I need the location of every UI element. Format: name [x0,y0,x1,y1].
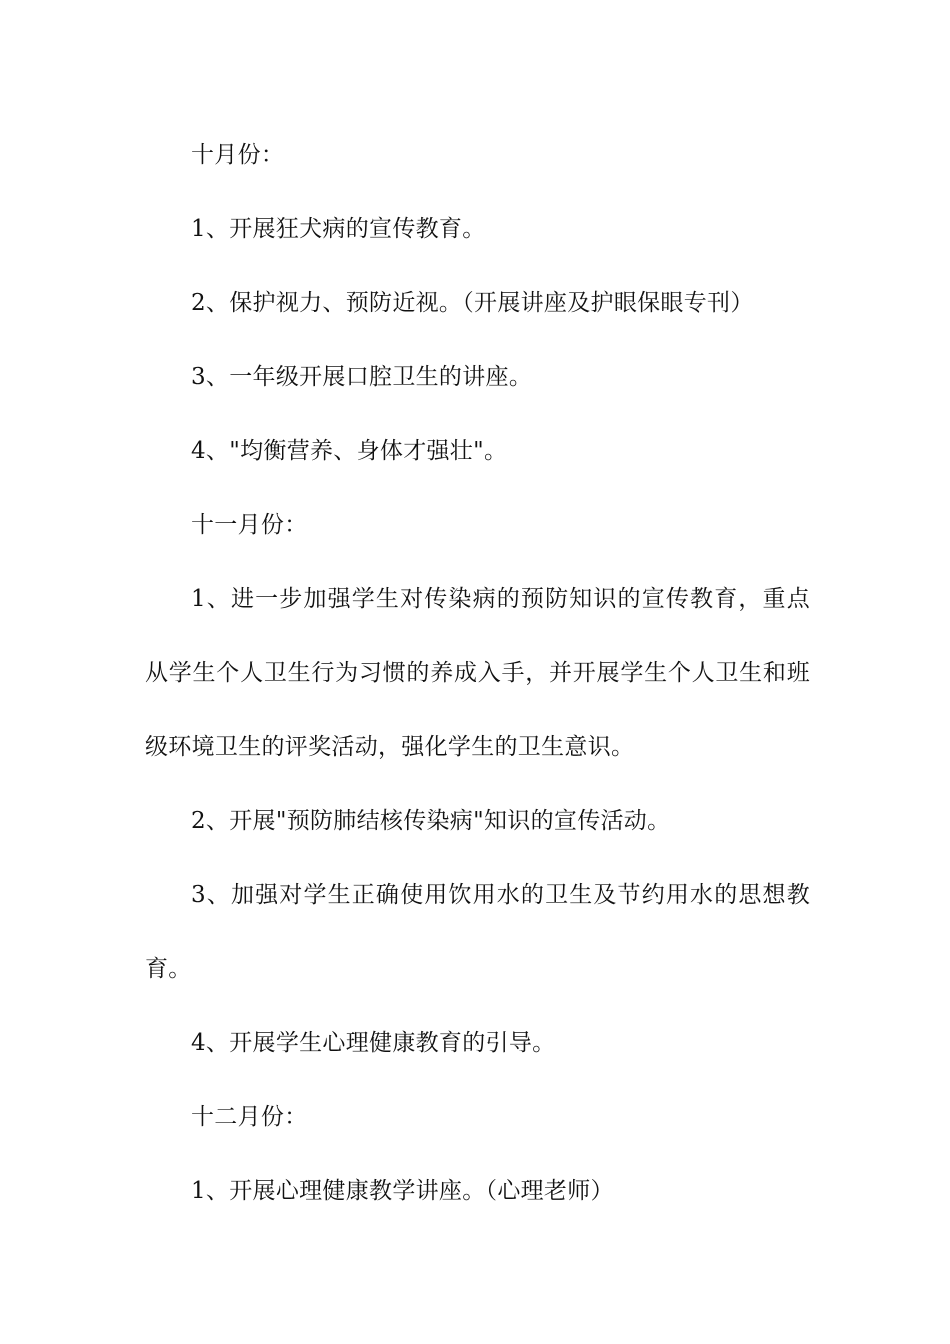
heading-december: 十二月份： [191,1104,308,1130]
paragraph-oct-4: 4、"均衡营养、身体才强壮"。 [191,438,508,464]
paragraph-nov-4: 4、开展学生心理健康教育的引导。 [191,1030,556,1056]
paragraph-oct-3: 3、一年级开展口腔卫生的讲座。 [191,364,533,390]
heading-october: 十月份： [191,142,285,168]
paragraph-oct-2: 2、保护视力、预防近视。（开展讲座及护眼保眼专刊） [191,290,754,316]
heading-november: 十一月份： [191,512,308,538]
paragraph-nov-3: 3、加强对学生正确使用饮用水的卫生及节约用水的思想教育。 [145,882,810,982]
paragraph-dec-1: 1、开展心理健康教学讲座。（心理老师） [191,1178,614,1204]
paragraph-nov-2: 2、开展"预防肺结核传染病"知识的宣传活动。 [191,808,671,834]
paragraph-nov-1: 1、进一步加强学生对传染病的预防知识的宣传教育，重点从学生个人卫生行为习惯的养成入手，并开展学生个人卫生和班级环境卫生的评奖活动，强化学生的卫生意识。 [145,586,810,760]
document-body [145,118,810,1228]
paragraph-oct-1: 1、开展狂犬病的宣传教育。 [191,216,486,242]
